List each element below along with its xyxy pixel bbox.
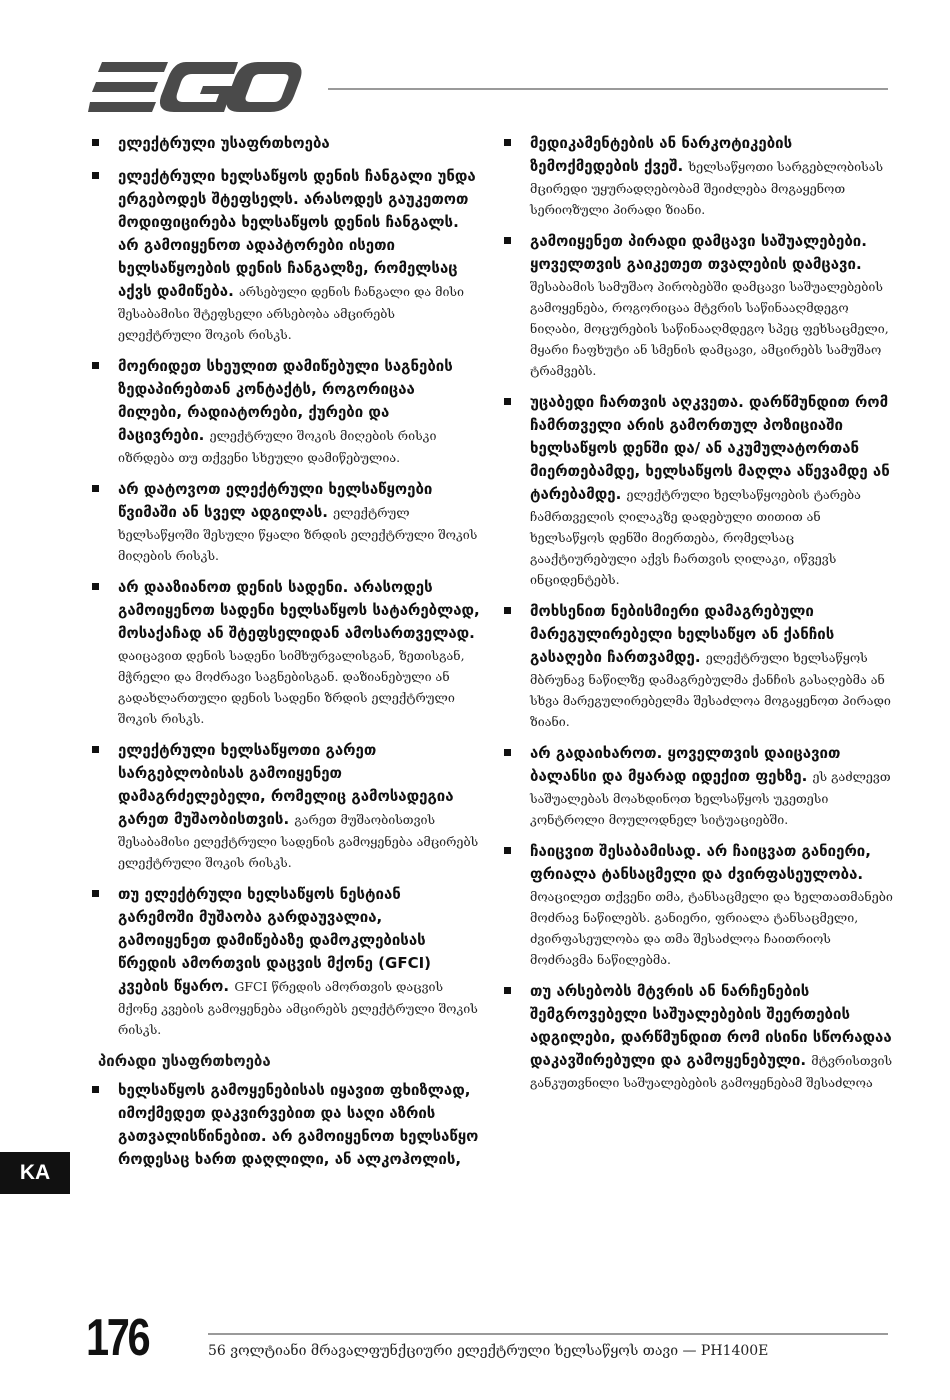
language-tab: KA xyxy=(0,1152,70,1194)
bullet-icon xyxy=(92,485,99,492)
item-body: ელექტრულ ხელსაწყოში შესული წყალი ზრდის ელექტრული შოკის მიღების რისკს. xyxy=(118,505,478,563)
item-lead: მედიკამენტების ან ნარკოტიკების ზემოქმედების ქვეშ. xyxy=(530,134,793,175)
item-lead: არ დატოვოთ ელექტრული ხელსაწყოები წვიმაში ან სველ ადგილას. xyxy=(118,480,433,521)
page-header xyxy=(88,60,888,120)
item-lead: ჩაიცვით შესაბამისად. არ ჩაიცვათ განიერი, ფრიალა ტანსაცმელი და ძვირფასეულობა. xyxy=(530,842,871,883)
item-body: GFCI წრედის ამორთვის დაცვის მქონე კვების გამოყენება ამცირებს ელექტრული შოკის რისკს. xyxy=(118,979,478,1037)
footer-rule xyxy=(208,1333,888,1335)
item-body: შესაბამის სამუშაო პირობებში დამცავი საშუალებების გამოყენება, როგორიცაა მტვრის საწინააღმდეგო ნიღაბი, მოცურების საწინააღმდეგო სპეც ფეხსაცმელი, მყარი ჩაფხუტი ან სმენის დამცავი, ამცირებს სამუშაო ტრამვებს. xyxy=(530,279,889,378)
left-column xyxy=(88,132,480,1181)
item-body: ეს გაძლევთ საშუალებას მოახდინოთ ხელსაწყოს უკეთესი კონტროლი მოულოდნელ სიტუაციებში. xyxy=(530,769,891,827)
list-item xyxy=(500,132,895,220)
section-heading: პირადი უსაფრთხოება xyxy=(98,1052,271,1070)
bullet-icon xyxy=(92,746,99,753)
list-item xyxy=(500,980,895,1093)
list-item xyxy=(500,230,895,381)
list-item xyxy=(500,391,895,590)
item-lead: უცაბედი ჩართვის აღკვეთა. დარწმუნდით რომ ჩამრთველი არის გამორთულ პოზიციაში ხელსაწყოს დენში და/ ან აკუმულატორთან მიერთებამდე, ხელსაწყოს მაღლა აწევამდე ან ტარებამდე. xyxy=(530,393,890,503)
list-item xyxy=(88,739,480,873)
right-column xyxy=(500,132,895,1103)
bullet-icon xyxy=(92,583,99,590)
item-body: ხელსაწყოთი სარგებლობისას მცირედი უყურადღებობამ შეიძლება მოგაყენოთ სერიოზული პირადი ზიანი. xyxy=(530,159,884,217)
bullet-icon xyxy=(504,607,511,614)
list-item xyxy=(500,840,895,970)
ego-logo xyxy=(88,60,303,116)
item-body: არსებული დენის ჩანგალი და მისი შესაბამისი შტეფსელი არსებობა ამცირებს ელექტრული შოკის რისკს. xyxy=(118,284,465,342)
bullet-icon xyxy=(92,1086,99,1093)
bullet-icon xyxy=(504,987,511,994)
item-lead: თუ არსებობს მტვრის ან ნარჩენების შემგროვებელი საშუალებების შეერთების ადგილები, დარწმუნდით რომ ისინი სწორადაა დაკავშირებული და გამოყენებული. xyxy=(530,982,892,1069)
bullet-icon xyxy=(504,749,511,756)
item-body: მოაცილეთ თქვენი თმა, ტანსაცმელი და ხელთათმანები მოძრავ ნაწილებს. განიერი, ფრიალა ტანსაცმელი, ძვირფასეულობა და თმა შესაძლოა ჩაითრიოს მოძრავმა ნაწილებმა. xyxy=(530,889,893,967)
item-body: ელექტრული ხელსაწყოს მბრუნავ ნაწილზე დამაგრებულმა ქანჩის გასაღებმა ან სხვა მარეგულირებელმა შესაძლოა მოგაყენოთ პირადი ზიანი. xyxy=(530,650,891,729)
list-item xyxy=(88,1079,480,1171)
list-item xyxy=(88,478,480,566)
bullet-icon xyxy=(504,847,511,854)
bullet-icon xyxy=(92,362,99,369)
list-item xyxy=(88,883,480,1040)
list-item xyxy=(88,576,480,729)
item-lead: მოხსენით ნებისმიერი დამაგრებული მარეგულირებელი ხელსაწყო ან ქანჩის გასაღები ჩართვამდე. xyxy=(530,602,835,666)
item-body: ელექტრული შოკის მიღების რისკი იზრდება თუ თქვენი სხეული დამიწებულია. xyxy=(118,428,437,465)
item-lead: მოერიდეთ სხეულით დამიწებული საგნების ზედაპირებთან კონტაქტს, როგორიცაა მილები, რადიატორები, ქურები და მაცივრები. xyxy=(118,357,453,444)
list-item xyxy=(500,600,895,732)
list-item xyxy=(88,165,480,345)
item-lead: გამოიყენეთ პირადი დამცავი საშუალებები. ყოველთვის გაიკეთეთ თვალების დამცავი. xyxy=(530,232,867,273)
bullet-icon xyxy=(504,398,511,405)
list-item xyxy=(500,742,895,830)
item-lead: არ გადაიხაროთ. ყოველთვის დაიცავით ბალანსი და მყარად იდექით ფეხზე. xyxy=(530,744,841,785)
bullet-icon xyxy=(92,139,99,146)
list-item xyxy=(88,132,480,155)
header-rule xyxy=(328,88,888,90)
item-body: ელექტრული ხელსაწყოების ტარება ჩამრთველის ღილაკზე დადებული თითით ან ხელსაწყოს დენში მიერთება, რომელსაც გააქტიურებული აქვს ჩართვის ღილაკი, იწვევს ინციდენტებს. xyxy=(530,487,861,587)
item-lead: ხელსაწყოს გამოყენებისას იყავით ფხიზლად, იმოქმედეთ დაკვირვებით და საღი აზრის გათვალისწინებით. არ გამოიყენოთ ხელსაწყო როდესაც ხართ დაღლილი, ან ალკოჰოლის, xyxy=(118,1081,479,1168)
item-body: გარეთ მუშაობისთვის შესაბამისი ელექტრული სადენის გამოყენება ამცირებს ელექტრული შოკის რისკს. xyxy=(118,812,479,870)
item-lead: ელექტრული უსაფრთხოება xyxy=(118,134,330,152)
list-item xyxy=(88,355,480,468)
item-lead: არ დააზიანოთ დენის სადენი. არასოდეს გამოიყენოთ სადენი ხელსაწყოს სატარებლად, მოსაქაჩად ან შტეფსელიდან ამოსართველად. xyxy=(118,578,480,642)
item-body: მტვრისთვის განკუთვნილი საშუალებების გამოყენებამ შესაძლოა xyxy=(530,1053,893,1090)
item-lead: ელექტრული ხელსაწყოს დენის ჩანგალი უნდა ერგებოდეს შტეფსელს. არასოდეს გაუკეთოთ მოდიფიცირება ხელსაწყოს დენის ჩანგალს. არ გამოიყენოთ ადაპტორები ისეთი ხელსაწყოების დენის ჩანგალზე, რომელსაც აქვს დამიწება. xyxy=(118,167,476,300)
bullet-icon xyxy=(92,890,99,897)
bullet-icon xyxy=(92,172,99,179)
item-body: დაიცავით დენის სადენი სიმხურვალისგან, ზეთისგან, მჭრელი და მოძრავი საგნებისგან. დაზიანებული ან გადახლართული დენის სადენი ზრდის ელექტრული შოკის რისკს. xyxy=(118,648,465,726)
page-number: 176 xyxy=(86,1309,149,1367)
item-lead: თუ ელექტრული ხელსაწყოს ნესტიან გარემოში მუშაობა გარდაუვალია, გამოიყენეთ დამიწებაზე დამოკლებისას წრედის ამორთვის დაცვის მქონე (GFCI) კვების წყარო. xyxy=(118,885,432,995)
bullet-icon xyxy=(504,139,511,146)
item-lead: ელექტრული ხელსაწყოთი გარეთ სარგებლობისას გამოიყენეთ დამაგრძელებელი, რომელიც გამოსადეგია გარეთ მუშაობისთვის. xyxy=(118,741,454,828)
bullet-icon xyxy=(504,237,511,244)
footer-text: 56 ვოლტიანი მრავალფუნქციური ელექტრული ხელსაწყოს თავი — PH1400E xyxy=(208,1343,769,1359)
